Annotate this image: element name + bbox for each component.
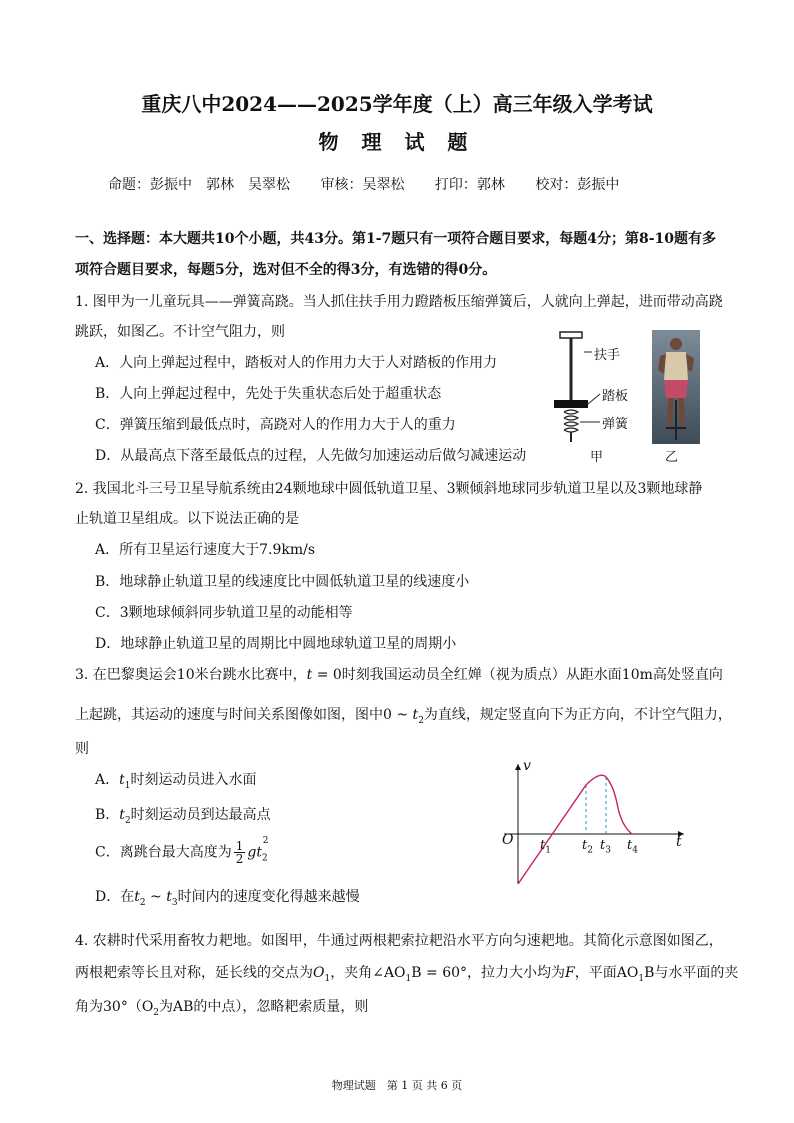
q3-option-c: C．离跳台最大高度为 $\frac{1}{2}$ $gt_2^2$: [95, 835, 269, 866]
q3-stem-2: 上起跳，其运动的速度与时间关系图像如图，图中0 ~ $t_2$为直线，规定竖直向下为正方向，不计空气阻力，: [75, 707, 732, 726]
vt-graph: [496, 758, 692, 886]
q4-stem-1: 4. 农耕时代采用畜牧力耙地。如图甲，牛通过两根耙索拉耙沿水平方向匀速耙地。其简化示意图如图乙，: [75, 933, 723, 949]
q3-stem-3: 则: [75, 741, 89, 757]
graph-tick-t2: $t_2$: [582, 838, 593, 856]
graph-origin-label: O: [502, 832, 514, 848]
section-instructions-2: 项符合题目要求，每题5分，选对但不全的得3分，有选错的得0分。: [75, 262, 497, 278]
section-instructions-1: 一、选择题：本大题共10个小题，共43分。第1-7题只有一项符合题目要求，每题4分；第8-10题有多: [75, 231, 717, 247]
velocity-curve: [518, 775, 632, 884]
jumper-photo: [652, 330, 700, 444]
page-footer: 物理试题 第 1 页 共 6 页: [331, 1079, 463, 1092]
graph-tick-t3: $t_3$: [600, 838, 611, 856]
q2-stem-1: 2. 我国北斗三号卫星导航系统由24颗地球中圆低轨道卫星、3颗倾斜地球同步轨道卫星以及3颗地球静: [75, 481, 703, 497]
subject-title: 物 理 试 题: [318, 130, 476, 154]
graph-v-label: v: [523, 758, 531, 774]
q2-option-c: C．3颗地球倾斜同步轨道卫星的动能相等: [95, 605, 353, 621]
graph-tick-t4: $t_4$: [627, 838, 638, 856]
graph-tick-t1: $t_1$: [540, 838, 551, 856]
q2-option-d: D．地球静止轨道卫星的周期比中圆地球轨道卫星的周期小: [95, 636, 457, 652]
staff-setter: 命题：彭振中 郭林 吴翠松: [108, 177, 290, 193]
staff-proofreader: 校对：彭振中: [535, 177, 620, 193]
q2-option-b: B．地球静止轨道卫星的线速度比中圆低轨道卫星的线速度小: [95, 574, 470, 590]
staff-printer: 打印：郭林: [434, 177, 505, 193]
q1-option-c: C．弹簧压缩到最低点时，高跷对人的作用力大于人的重力: [95, 417, 456, 433]
q2-option-a: A．所有卫星运行速度大于7.9km/s: [95, 542, 316, 558]
staff-reviewer: 审核：吴翠松: [320, 177, 405, 193]
graph-t-label: t: [676, 834, 682, 850]
q1-option-a: A．人向上弹起过程中，踏板对人的作用力大于人对踏板的作用力: [95, 355, 498, 371]
label-handle: 扶手: [594, 348, 621, 363]
page-title: 重庆八中2024——2025学年度（上）高三年级入学考试: [141, 92, 653, 116]
q3-option-d: D．在$t_2$ ~ $t_3$时间内的速度变化得越来越慢: [95, 889, 360, 908]
q4-stem-3: 角为$30^\circ(O_2$为AB的中点），忽略耙索质量，则: [75, 999, 369, 1018]
q3-option-b: B．$t_2$时刻运动员到达最高点: [95, 807, 271, 826]
q1-option-b: B．人向上弹起过程中，先处于失重状态后处于超重状态: [95, 386, 442, 402]
q1-stem-1: 1. 图甲为一儿童玩具——弹簧高跷。当人抓住扶手用力蹬踏板压缩弹簧后，人就向上弹起，进而带动高跷: [75, 294, 723, 310]
q1-stem-2: 跳跃，如图乙。不计空气阻力，则: [75, 324, 285, 340]
q1-option-d: D．从最高点下落至最低点的过程，人先做匀加速运动后做匀减速运动: [95, 448, 527, 464]
q3-stem-1: 3. 在巴黎奥运会10米台跳水比赛中，t = 0时刻我国运动员全红婵（视为质点）从距水面10m高处竖直向: [75, 667, 723, 683]
label-spring: 弹簧: [602, 417, 629, 432]
label-yi: 乙: [665, 450, 679, 465]
q2-stem-2: 止轨道卫星组成。以下说法正确的是: [75, 511, 299, 527]
q3-option-a: A．$t_1$时刻运动员进入水面: [95, 772, 257, 791]
staff-line: [108, 174, 645, 194]
q4-stem-2: 两根耙索等长且对称，延长线的交点为$O_1$，夹角$\angle AO_1B = 60^\circ$，拉力大小均为F，平面$AO_1B$与水平面的夹: [75, 965, 739, 984]
label-pedal: 踏板: [602, 389, 629, 404]
label-jia: 甲: [590, 450, 604, 465]
